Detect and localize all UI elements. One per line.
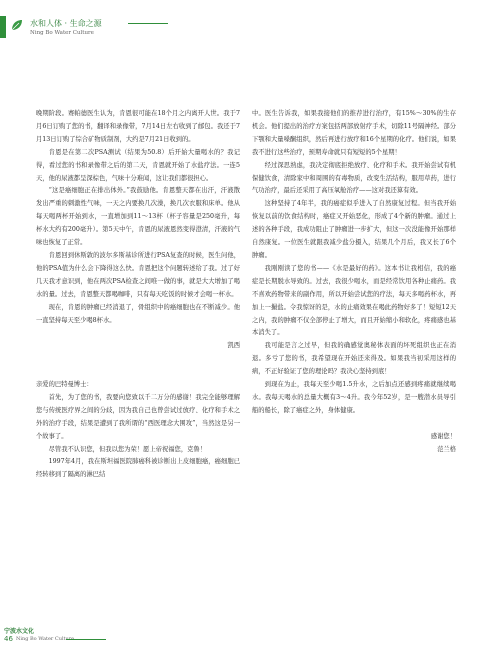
- page-number: 46: [4, 635, 13, 643]
- spacer: [36, 353, 240, 379]
- spacer: [36, 327, 240, 340]
- paragraph: 中。医生告诉我，如果我接他们的推荐进行治疗，有15%～30%的生存机会。他们提出的治疗方案包括两部放射疗手术，切除11号隔神经。部分下颚和大量嗓酮组织，然后再进行放疗和16个星期的化疗。他们说，如果我不进行这些治疗，预期寿命就只有短短的5个星期！: [252, 110, 456, 156]
- closing: 感谢您！: [430, 432, 456, 440]
- header-subtitle: Ning Bo Water Culture: [30, 30, 94, 36]
- header-rule: [128, 23, 168, 24]
- signature: 凯西: [227, 342, 240, 350]
- footer-rule: [66, 639, 106, 640]
- paragraph: 现在，肯恩的肿瘤已经消退了，骨组织中的癌细胞也在不断减少。他一直坚持每天至少喝8杯水。: [36, 303, 240, 324]
- paragraph: 1997年4月，我在斯坦福医院肺癌科被诊断出上皮细胞癌，癌细胞已经转移到了隔离的淋巴结: [36, 458, 240, 479]
- spacer: [252, 418, 456, 431]
- paragraph: 我可能是言之过早，但我的确感觉奥秘体表面的坏死组织也正在消退。多亏了您的书，我希望现在开始还来得及。如果我当初采用这样的病，不正好验证了您的理论吗？我决心坚持到底！: [252, 342, 456, 376]
- left-column: [36, 108, 240, 482]
- paragraph: 肯恩回到休斯敦的波尔多斯基诊所进行PSA复查的时候，医生问他，他的PSA值为什么会下降得这么快。肯恩把这个问题转述给了我。过了好几天我才意识到，他在两次PSA检查之间唯一做的事，就是大大增加了喝水的量。过去，肯恩整天都喝咖啡，只有每天吃饭的时候才会喝一杯水。: [36, 251, 240, 298]
- paragraph: 经过深思熟虑，我决定彻底拒绝放疗、化疗和手术。我开始尝试有机保健饮食，清除家中和周围的有毒物质，改变生活结构，服用草药，进行气功治疗，最后还采用了高压氧舱治疗——这对我还算有效。: [252, 161, 456, 195]
- paragraph: 到现在为止，我每天至少喝1.5升水，之后加点还感到疼痛就继续喝水。我每天喝水的总量大概有3～4升。我今年52岁，是一艘潜水员导引船的船长，除了癌症之外，身体健康。: [252, 381, 456, 414]
- paragraph: 这种坚持了4年半，我的癌症似乎进入了自然康复过程。但当我开始恢复以前的饮食结构时，癌症又开始恶化，形成了4个新的肿瘤。通过上述的各种手段，我成功阻止了肿瘤进一步扩大，但这一次没能像开始那样自然康复。一位医生就跟我减少盐分摄入，结果几个月后，我又长了6个肿瘤。: [252, 200, 456, 259]
- signature: 范兰格: [437, 445, 456, 453]
- leaf-icon: [10, 18, 24, 32]
- header-title: 水和人体 · 生命之源: [30, 19, 102, 28]
- paragraph: 我刚刚读了您的书——《水是最好的药》。这本书让我相信，我的癌症是长期脱水导致的。过去，我很少喝水，而是经常饮用各种止痛药。我不喜欢药物带来的副作用，所以开始尝试您的疗法，每天多喝药杯水，再加上一撮盐。令我惊讶的是，水的止痛效果在喝此药物好多了！短短12天之内，我的肿瘤不仅全部停止了增大，而且开始缩小和软化，疼痛感也基本消失了。: [252, 264, 456, 337]
- page-header: [30, 12, 450, 46]
- paragraph: 首先，为了您的书，我要向您致以千二万分的感谢！我完全能够理解您与传统医疗界之间的分歧，因为我自己也曾尝试过放疗、化疗和手术之外的治疗手段，结果是遭到了我所谓的“西医理念大围攻”，当然这是另一个故事了。: [36, 393, 240, 440]
- paragraph: 尽管我不认识您，但我以您为荣！愿上帝祝福您，克鲁！: [48, 445, 207, 453]
- paragraph: 肯恩是在第二次PSA测试（结果为50.8）后开始大量喝水的？我记得，看过您的书和录像带之后的第二天，肯恩就开始了水盐疗法。一连5天，他的尿液都呈深棕色，气味十分难闻，这让我们都很担心。: [36, 148, 240, 182]
- footer-subtitle: Ning Bo Water Culture: [16, 636, 75, 642]
- right-column: [252, 108, 456, 456]
- paragraph: “这是癌细胞正在排出体外。”我鼓励他。肯恩整天都在出汗，汗液散发出严重的刺激性气味，一天之内要换几次澡，换几次衣服和床单。他从每天喝两杯开始到水，一直增加到11～13杯（杯子容量是250毫升，每杯水大约有200毫升）。第5天中午，肯恩的尿液恩然变得澄清，汗液的气味也恢复了正常。: [36, 187, 240, 247]
- page-footer: [0, 622, 480, 647]
- paragraph: 晚期阶段。赛帕德医生认为，肯恩很可能在18个月之内离开人世。我于7月6日订购了您的书，翻译和录像带，7月14日左右收到了邮包。我还于7月13日订购了综合矿物质制剂，大约是7月21日收到的。: [36, 110, 240, 143]
- header-accent-bar: [0, 16, 6, 38]
- footer-title: 宁波水文化: [4, 628, 35, 635]
- letter-greeting: 亲爱的巴特曼博士：: [36, 381, 93, 388]
